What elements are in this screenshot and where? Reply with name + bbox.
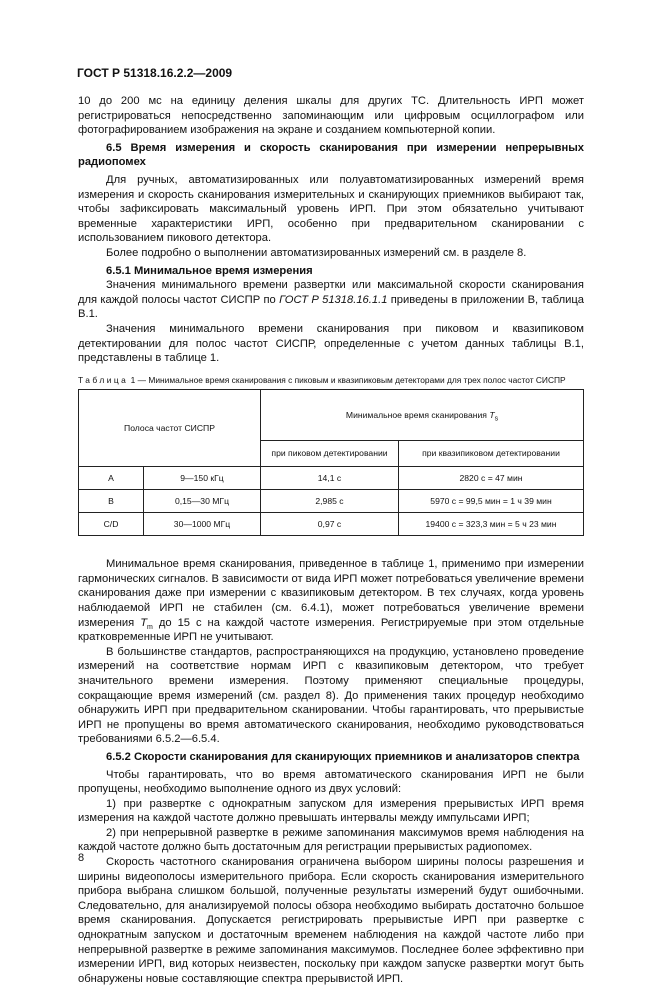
header-text: Минимальное время сканирования	[345, 409, 487, 420]
band-cell: B	[79, 490, 144, 513]
symbol-subscript: s	[494, 415, 499, 423]
paragraph: В большинстве стандартов, распространяющихся на продукцию, установлено проведение измерений на соответствие нормам ИРП с квазипиковым детектором, что требует значительного времени измерения. Поэтому применяют специальные процедуры, сокращающие время измерений (см. раздел 8). До применения таких процедур необходимо обнаружить ИРП при предварительном сканировании. Чтобы гарантировать, что прерывистые ИРП не пропущены во время автоматического сканирования, необходимо руководствоваться требованиями 6.5.2—6.5.4.	[78, 645, 584, 746]
quasi-peak-cell: 19400 с = 323,3 мин = 5 ч 23 мин	[399, 513, 584, 536]
section-heading-6-5-2: 6.5.2 Скорости сканирования для сканирующих приемников и анализаторов спектра	[106, 750, 580, 763]
text: приведены в приложении В, таблица В.1.	[78, 293, 584, 321]
symbol: T	[489, 409, 495, 420]
symbol: T	[140, 616, 148, 629]
table-row	[79, 490, 584, 513]
table-caption-text: 1 — Минимальное время сканирования с пиковым и квазипиковым детекторами для трех полос частот СИСПР	[128, 374, 566, 385]
peak-cell: 2,985 с	[261, 490, 399, 513]
paragraph: Скорость частотного сканирования ограничена выбором ширины полосы разрешения и ширины видеополосы измерительного прибора. Если скорость сканирования измерительного прибора выбрана слишком большой, полученные результаты измерений будут ошибочными. Следовательно, для анализируемой полосы обзора необходимо выбирать достаточно большое время сканирования. Допускается регистрировать прерывистые ИРП при развертке с однократным запуском и достаточным временем наблюдения на каждой частоте либо при непрерывной развертке в режиме запоминания максимумов. Последнее более эффективно при измерении ИРП, вид которых неизвестен, поскольку при каждом запуске развертки могут быть обнаружены новые составляющие спектра прерывистой ИРП.	[78, 856, 584, 985]
page-number: 8	[78, 852, 85, 864]
page-body	[78, 94, 584, 986]
range-cell: 9—150 кГц	[144, 467, 261, 490]
paragraph: Чтобы гарантировать, что во время автоматического сканирования ИРП не были пропущены, необходимо выполнение одного из двух условий:	[78, 768, 584, 796]
table-row	[79, 467, 584, 490]
range-cell: 30—1000 МГц	[144, 513, 261, 536]
list-item: 1) при развертке с однократным запуском для измерения прерывистых ИРП время измерения на каждой частоте должно превышать интервалы между импульсами ИРП;	[78, 797, 584, 825]
table-caption	[78, 375, 584, 386]
paragraph: Более подробно о выполнении автоматизированных измерений см. в разделе 8.	[106, 246, 527, 259]
quasi-peak-cell: 2820 с = 47 мин	[399, 467, 584, 490]
peak-cell: 14,1 с	[261, 467, 399, 490]
table-row	[79, 513, 584, 536]
table-header-quasi-peak: при квазипиковом детектировании	[399, 441, 584, 467]
symbol-subscript: m	[147, 623, 153, 631]
paragraph: Для ручных, автоматизированных или полуавтоматизированных измерений время измерения и скорость сканирования измерительных и сканирующих приемников выбирают так, чтобы зафиксировать максимальный уровень ИРП. При этом обязательно учитывают временные характеристики ИРП, особенно при предварительном сканировании с использованием пикового детектора.	[78, 173, 584, 245]
document-code: ГОСТ Р 51318.16.2.2—2009	[77, 66, 233, 80]
paragraph	[78, 557, 584, 645]
table-header-band: Полоса частот СИСПР	[79, 390, 261, 467]
table-header-peak: при пиковом детектировании	[261, 441, 399, 467]
band-cell: A	[79, 467, 144, 490]
section-heading-6-5-1: 6.5.1 Минимальное время измерения	[106, 264, 313, 277]
paragraph	[78, 278, 584, 322]
text: Значения минимального времени развертки или максимальной скорости сканирования для каждой полосы частот СИСПР по	[78, 279, 584, 306]
section-heading-6-5: 6.5 Время измерения и скорость сканирования при измерении непрерывных радиопомех	[78, 141, 584, 169]
text: до 15 с на каждой частоте измерения. Регистрируемые при этом отдельные кратковременные ИРП не учитывают.	[78, 616, 584, 644]
text: Минимальное время сканирования, приведенное в таблице 1, применимо при измерении гармонических сигналов. В зависимости от вида ИРП может потребоваться увеличение времени сканирования даже при измерении с квазипиковым детектором. В тех случаях, когда уровень наблюдаемой ИРП не стабилен (см. 6.4.1), может потребоваться увеличение времени измерения	[78, 558, 584, 629]
range-cell: 0,15—30 МГц	[144, 490, 261, 513]
peak-cell: 0,97 с	[261, 513, 399, 536]
standard-reference: ГОСТ Р 51318.16.1.1	[279, 293, 388, 306]
paragraph: 10 до 200 мс на единицу деления шкалы для других ТС. Длительность ИРП может регистрироваться непосредственно запоминающим или цифровым осциллографом или фотографированием изображения на экране и созданием компьютерной копии.	[78, 95, 584, 137]
table-caption-word: Таблица	[78, 374, 129, 385]
scan-time-table	[78, 389, 584, 536]
list-item: 2) при непрерывной развертке в режиме запоминания максимумов время наблюдения на каждой частоте должно быть достаточным для регистрации прерывистых радиопомех.	[78, 826, 584, 854]
paragraph: Значения минимального времени сканирования при пиковом и квазипиковом детектировании для полос частот СИСПР, определенные с учетом данных таблицы В.1, представлены в таблице 1.	[78, 322, 584, 365]
quasi-peak-cell: 5970 с = 99,5 мин = 1 ч 39 мин	[399, 490, 584, 513]
band-cell: C/D	[79, 513, 144, 536]
table-header-min-time	[261, 390, 584, 441]
